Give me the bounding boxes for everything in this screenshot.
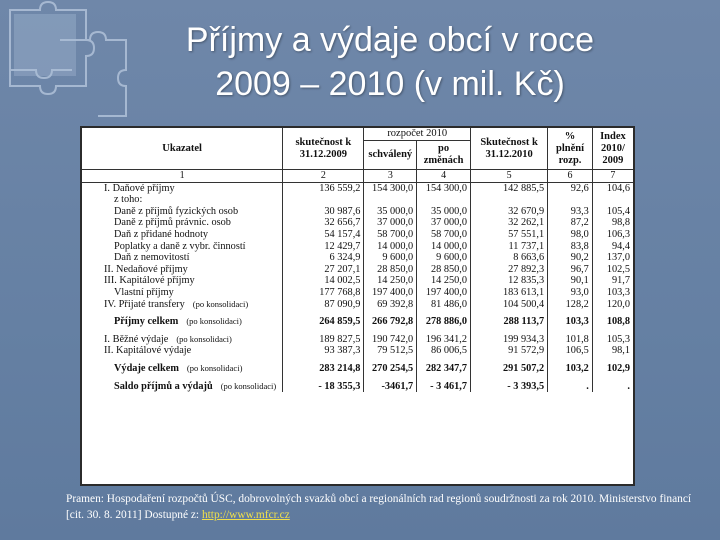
row-value: 87,2	[548, 217, 593, 229]
header-skut2009: skutečnost k 31.12.2009	[283, 128, 364, 170]
col-number: 6	[548, 170, 593, 183]
col-number: 1	[82, 170, 283, 183]
row-value: 106,5	[548, 345, 593, 357]
row-value: 278 886,0	[417, 316, 471, 328]
row-value: 270 254,5	[364, 363, 417, 375]
row-label: IV. Přijaté transfery	[104, 298, 185, 310]
row-label-cell	[82, 229, 283, 241]
row-value: 98,1	[592, 345, 633, 357]
row-value: 266 792,8	[364, 316, 417, 328]
row-value: 58 700,0	[417, 229, 471, 241]
header-skut2010: Skutečnost k 31.12.2010	[471, 128, 548, 170]
row-value: 57 551,1	[471, 229, 548, 241]
slide-title	[100, 18, 680, 106]
row-value: 14 002,5	[283, 275, 364, 287]
row-value: 58 700,0	[364, 229, 417, 241]
col-number: 4	[417, 170, 471, 183]
row-value: 32 670,9	[471, 206, 548, 218]
row-label-cell	[82, 194, 283, 206]
col-number: 2	[283, 170, 364, 183]
row-label: I. Běžné výdaje	[104, 333, 169, 345]
source-note	[66, 491, 706, 523]
table-row	[82, 287, 633, 299]
row-value: 128,2	[548, 299, 593, 311]
row-label-cell	[82, 363, 283, 375]
table-row	[82, 316, 633, 328]
row-note: (po konsolidaci)	[186, 316, 242, 327]
row-value: 136 559,2	[283, 182, 364, 194]
row-label-cell	[82, 345, 283, 357]
row-value: 104 500,4	[471, 299, 548, 311]
row-value: 291 507,2	[471, 363, 548, 375]
row-value: 14 000,0	[364, 241, 417, 253]
row-value: 9 600,0	[417, 252, 471, 264]
table-row	[82, 229, 633, 241]
row-label: Vlastní příjmy	[114, 286, 174, 298]
row-value: 197 400,0	[417, 287, 471, 299]
row-value: 37 000,0	[417, 217, 471, 229]
table-row	[82, 252, 633, 264]
row-value: 137,0	[592, 252, 633, 264]
row-value	[592, 194, 633, 206]
table-body	[82, 182, 633, 392]
row-value: 189 827,5	[283, 334, 364, 346]
title-line-2: 2009 – 2010 (v mil. Kč)	[215, 65, 565, 103]
row-note: (po konsolidaci)	[220, 380, 277, 391]
row-value: 37 000,0	[364, 217, 417, 229]
row-value: 102,5	[592, 264, 633, 276]
row-value: .	[548, 381, 593, 393]
row-value: 102,9	[592, 363, 633, 375]
table-row	[82, 217, 633, 229]
row-label-cell	[82, 287, 283, 299]
row-value: 264 859,5	[283, 316, 364, 328]
row-value: 35 000,0	[364, 206, 417, 218]
table-row	[82, 182, 633, 194]
row-value: 98,0	[548, 229, 593, 241]
row-value: 104,6	[592, 182, 633, 194]
row-value: 91,7	[592, 275, 633, 287]
row-value	[364, 194, 417, 206]
row-value: 14 250,0	[364, 275, 417, 287]
table-row	[82, 264, 633, 276]
row-value: 103,3	[592, 287, 633, 299]
row-label-cell	[82, 241, 283, 253]
row-value: 90,2	[548, 252, 593, 264]
row-value: 199 934,3	[471, 334, 548, 346]
row-label: III. Kapitálové příjmy	[104, 275, 195, 287]
row-label-cell	[82, 334, 283, 346]
row-value: 14 000,0	[417, 241, 471, 253]
table-row	[82, 334, 633, 346]
header-plneni: % plnění rozp.	[548, 128, 593, 170]
row-value: .	[592, 381, 633, 393]
row-label-cell	[82, 299, 283, 311]
row-label-cell	[82, 264, 283, 276]
row-value	[417, 194, 471, 206]
row-value: - 3 461,7	[417, 381, 471, 393]
header-index: Index 2010/ 2009	[592, 128, 633, 170]
row-value: 96,7	[548, 264, 593, 276]
row-value: 106,3	[592, 229, 633, 241]
row-value: 12 429,7	[283, 241, 364, 253]
row-value: 154 300,0	[364, 182, 417, 194]
row-value: 120,0	[592, 299, 633, 311]
col-number: 3	[364, 170, 417, 183]
row-label: Saldo příjmů a výdajů	[114, 380, 213, 392]
row-value: 94,4	[592, 241, 633, 253]
header-pozmenach: po změnách	[417, 141, 471, 170]
column-number-row	[82, 170, 633, 183]
row-value: 103,2	[548, 363, 593, 375]
row-value: 98,8	[592, 217, 633, 229]
row-value: 83,8	[548, 241, 593, 253]
row-value: 11 737,1	[471, 241, 548, 253]
row-value: 32 656,7	[283, 217, 364, 229]
row-label: Výdaje celkem	[114, 362, 179, 374]
row-label-cell	[82, 316, 283, 328]
row-value: 196 341,2	[417, 334, 471, 346]
row-value: 183 613,1	[471, 287, 548, 299]
row-label: Příjmy celkem	[114, 316, 179, 328]
row-value: 27 892,3	[471, 264, 548, 276]
row-value: 283 214,8	[283, 363, 364, 375]
table-row	[82, 194, 633, 206]
row-label: II. Kapitálové výdaje	[104, 345, 192, 357]
row-value: 87 090,9	[283, 299, 364, 311]
col-number: 7	[592, 170, 633, 183]
row-value: 9 600,0	[364, 252, 417, 264]
row-value: 142 885,5	[471, 182, 548, 194]
row-label: I. Daňové příjmy	[104, 182, 175, 194]
table-row	[82, 363, 633, 375]
table-row	[82, 299, 633, 311]
header-schvaleny: schválený	[364, 141, 417, 170]
row-label: z toho:	[114, 194, 143, 206]
row-note: (po konsolidaci)	[176, 333, 232, 344]
budget-table	[82, 128, 633, 392]
row-value: 93 387,3	[283, 345, 364, 357]
row-value: 93,3	[548, 206, 593, 218]
row-value: 27 207,1	[283, 264, 364, 276]
row-value: - 18 355,3	[283, 381, 364, 393]
row-label-cell	[82, 206, 283, 218]
title-line-1: Příjmy a výdaje obcí v roce	[185, 21, 595, 59]
row-value	[471, 194, 548, 206]
row-value: 101,8	[548, 334, 593, 346]
row-label: II. Nedaňové příjmy	[104, 263, 188, 275]
table-row	[82, 381, 633, 393]
table-row	[82, 241, 633, 253]
row-value: 54 157,4	[283, 229, 364, 241]
budget-table-frame	[80, 126, 635, 486]
row-value: 81 486,0	[417, 299, 471, 311]
row-value: 105,3	[592, 334, 633, 346]
row-value: 79 512,5	[364, 345, 417, 357]
row-value: - 3 393,5	[471, 381, 548, 393]
header-ukazatel: Ukazatel	[82, 128, 283, 170]
row-value: 28 850,0	[417, 264, 471, 276]
row-value: 69 392,8	[364, 299, 417, 311]
row-value: 90,1	[548, 275, 593, 287]
row-label-cell	[82, 252, 283, 264]
row-label: Daně z příjmů fyzických osob	[114, 205, 239, 217]
row-value: 105,4	[592, 206, 633, 218]
table-row	[82, 206, 633, 218]
row-label-cell	[82, 275, 283, 287]
source-link[interactable]: http://www.mfcr.cz	[201, 509, 290, 521]
row-value: 14 250,0	[417, 275, 471, 287]
table-row	[82, 345, 633, 357]
row-value: 177 768,8	[283, 287, 364, 299]
row-value: 91 572,9	[471, 345, 548, 357]
row-label: Daň z přidané hodnoty	[114, 228, 209, 240]
row-value: 282 347,7	[417, 363, 471, 375]
row-label: Daň z nemovitostí	[114, 252, 190, 264]
row-value: 154 300,0	[417, 182, 471, 194]
row-value: 35 000,0	[417, 206, 471, 218]
header-rozpocet: rozpočet 2010	[364, 128, 471, 141]
row-label-cell	[82, 217, 283, 229]
row-value: -3461,7	[364, 381, 417, 393]
row-value: 6 324,9	[283, 252, 364, 264]
row-label: Poplatky a daně z vybr. činností	[114, 240, 246, 252]
row-value: 86 006,5	[417, 345, 471, 357]
row-value: 103,3	[548, 316, 593, 328]
row-label-cell	[82, 182, 283, 194]
row-value	[283, 194, 364, 206]
row-note: (po konsolidaci)	[186, 362, 243, 373]
table-row	[82, 275, 633, 287]
row-value: 28 850,0	[364, 264, 417, 276]
row-label: Daně z příjmů právnic. osob	[114, 217, 231, 229]
row-value	[548, 194, 593, 206]
source-text: Pramen: Hospodaření rozpočtů ÚSC, dobrovolných svazků obcí a regionálních rad regionů soudržnosti za rok 2010. Ministerstvo financí [cit. 30. 8. 2011] Dostupné z:	[66, 493, 692, 521]
row-value: 197 400,0	[364, 287, 417, 299]
col-number: 5	[471, 170, 548, 183]
row-value: 93,0	[548, 287, 593, 299]
row-value: 288 113,7	[471, 316, 548, 328]
row-note: (po konsolidaci)	[192, 298, 249, 309]
row-value: 32 262,1	[471, 217, 548, 229]
row-value: 30 987,6	[283, 206, 364, 218]
row-value: 8 663,6	[471, 252, 548, 264]
row-value: 190 742,0	[364, 334, 417, 346]
row-value: 92,6	[548, 182, 593, 194]
row-value: 108,8	[592, 316, 633, 328]
row-value: 12 835,3	[471, 275, 548, 287]
row-label-cell	[82, 381, 283, 393]
